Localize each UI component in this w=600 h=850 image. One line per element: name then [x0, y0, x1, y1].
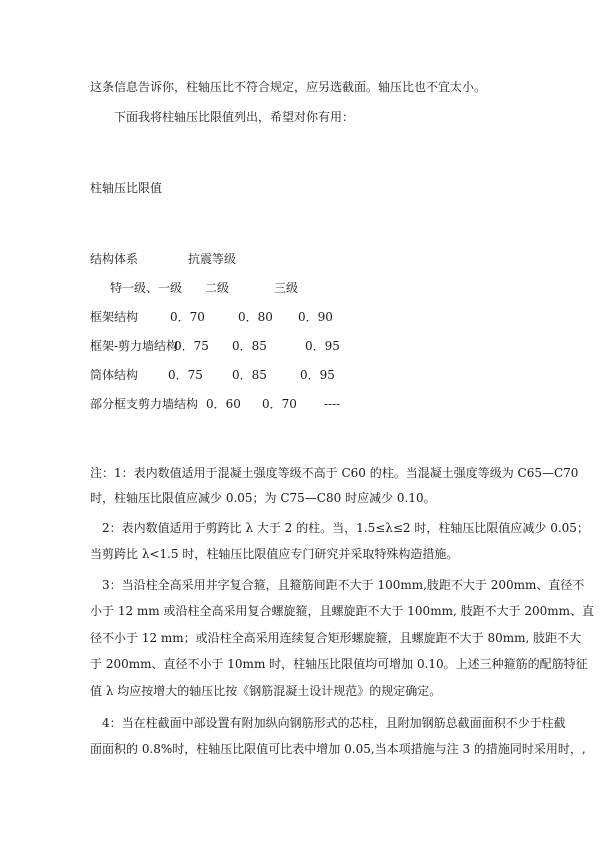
note-line: 当剪跨比 λ<1.5 时，柱轴压比限值应专门研究并采取特殊构造措施。	[90, 547, 459, 561]
note-line: 面面积的 0.8%时，柱轴压比限值可比表中增加 0.05,当本项措施与注 3 的措施同时采用时，,	[90, 742, 586, 756]
table-cell: 0．90	[298, 310, 333, 324]
note-line: 注：1：表内数值适用于混凝土强度等级不高于 C60 的柱。当混凝土强度等级为 C65—C70	[90, 466, 579, 480]
note-line: 4：当在柱截面中部设置有附加纵向钢筋形式的芯柱，且附加钢筋总截面面积不少于柱截	[102, 716, 566, 730]
table-row-name: 框架-剪力墙结构	[90, 339, 179, 353]
table-cell: ----	[324, 397, 341, 411]
table-cell: 0．85	[232, 368, 267, 382]
table-header-seismic: 抗震等级	[188, 252, 237, 266]
intro-line-2: 下面我将柱轴压比限值列出，希望对你有用：	[114, 110, 355, 124]
table-cell: 0．95	[305, 339, 340, 353]
table-cell: 0．95	[300, 368, 335, 382]
grade-1: 特一级、一级	[110, 281, 183, 295]
section-title: 柱轴压比限值	[90, 181, 163, 195]
note-line: 3：当沿柱全高采用井字复合箍，且箍筋间距不大于 100mm,肢距不大于 200mm、直径不	[102, 578, 585, 592]
note-line: 2：表内数值适用于剪跨比 λ 大于 2 的柱。当，1.5≤λ≤2 时，柱轴压比限值应减少 0.05；	[102, 521, 589, 535]
table-row-name: 框架结构	[90, 310, 139, 324]
table-cell: 0．70	[170, 310, 205, 324]
note-line: 值 λ 均应按增大的轴压比按《钢筋混凝土设计规范》的规定确定。	[90, 684, 442, 698]
note-line: 时，柱轴压比限值应减少 0.05；为 C75—C80 时应减少 0.10。	[90, 491, 436, 505]
note-line: 径不小于 12 mm；或沿柱全高采用连续复合矩形螺旋箍，且螺旋距不大于 80mm, 肢距不大	[90, 631, 582, 645]
table-cell: 0．80	[238, 310, 273, 324]
note-line: 小于 12 mm 或沿柱全高采用复合螺旋箍，且螺旋距不大于 100mm, 肢距不大于 200mm、直	[90, 604, 595, 618]
grade-3: 三级	[274, 281, 299, 295]
table-cell: 0．85	[232, 339, 267, 353]
table-header-structure: 结构体系	[90, 252, 139, 266]
table-cell: 0．60	[206, 397, 241, 411]
grade-2: 二级	[205, 281, 230, 295]
table-cell: 0．75	[168, 368, 203, 382]
table-cell: 0．70	[262, 397, 297, 411]
intro-line-1: 这条信息告诉你，柱轴压比不符合规定，应另选截面。轴压比也不宜太小。	[90, 80, 487, 94]
table-row-name: 部分框支剪力墙结构	[90, 397, 199, 411]
table-cell: 0．75	[174, 339, 209, 353]
table-row-name: 筒体结构	[90, 368, 139, 382]
note-line: 于 200mm、直径不小于 10mm 时，柱轴压比限值均可增加 0.10。上述三种箍筋的配筋特征	[90, 657, 588, 671]
